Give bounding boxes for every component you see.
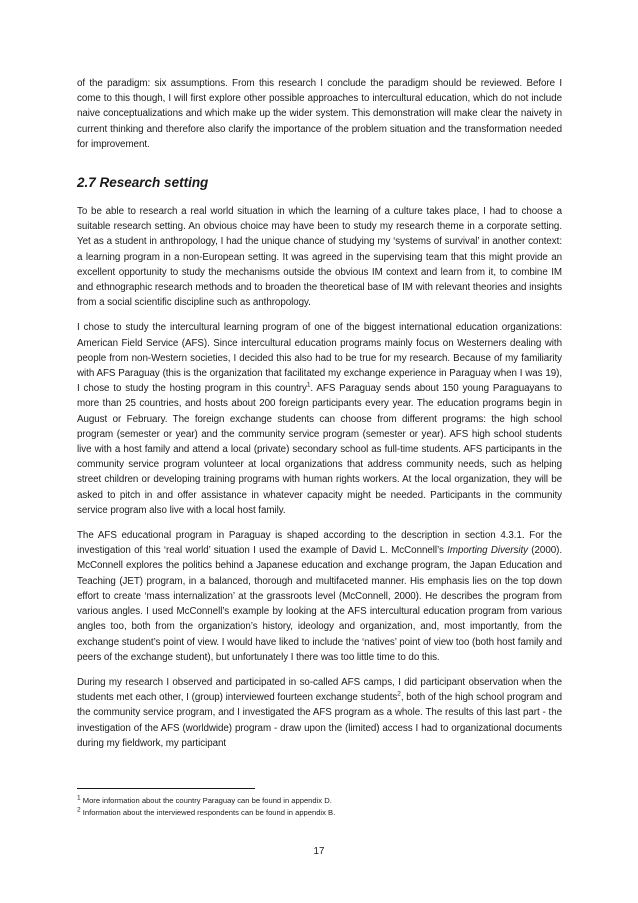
paragraph-methods-text-b: , both of the high school program and the community service program, and I investigated the AFS program as a whole. The results of this last part - the investigation of the AFS (worldwide) program - draw upon the (limited) access I had to organizational documents during my fieldwork, my participant xyxy=(77,692,562,749)
section-heading: 2.7 Research setting xyxy=(77,175,209,191)
footnote-ref-2: 2 xyxy=(397,690,401,698)
paragraph-afs-text-b: . AFS Paraguay sends about 150 young Paraguayans to more than 25 countries, and hosts about 200 foreign participants every year. The education programs begin in August or February. The foreign exchange students can choose from different programs: the high school program (semester or year) and the community service program (semester or year). AFS high school students live with a host family and attend a local (private) secondary school as full-time students. AFS participants in the community service program volunteer at local organizations that address community needs, such as helping street children or developing training programs with human rights workers. At the local organization, they will be asked to pitch in and offer assistance in whatever capacity might be needed. Participants in the community service program also live with a local host family. xyxy=(77,383,562,516)
footnote-text: More information about the country Paraguay can be found in appendix D. xyxy=(82,796,332,805)
paragraph-afs-program xyxy=(77,320,562,518)
paragraph-intro: of the paradigm: six assumptions. From this research I conclude the paradigm should be reviewed. Before I come to this though, I will first explore other possible approaches to intercultural education, which do not include naive conceptualizations and which make up the wider system. This demonstration will make clear the naivety in current thinking and therefore also clarify the importance of the problem situation and the transformation needed for improvement. xyxy=(77,78,562,150)
footnote-mark: 2 xyxy=(77,805,81,813)
footnote-2 xyxy=(77,807,562,819)
footnote-divider xyxy=(77,788,255,789)
book-title: Importing Diversity xyxy=(447,545,528,557)
footnote-mark: 1 xyxy=(77,794,81,802)
footnote-1 xyxy=(77,795,562,807)
page-number: 17 xyxy=(313,846,325,857)
paragraph-methods-text-a: During my research I observed and participated in so-called AFS camps, I did participant observation when the students met each other, I (group) interviewed fourteen exchange students xyxy=(77,676,562,704)
footnote-ref-1: 1 xyxy=(306,381,311,389)
paragraph-mcconnell xyxy=(77,528,562,665)
footnotes xyxy=(77,795,562,818)
footnote-text: Information about the interviewed respondents can be found in appendix B. xyxy=(82,807,336,817)
paragraph-afs-text-a: I chose to study the intercultural learning program of one of the biggest international education organizations: American Field Service (AFS). Since intercultural education programs mainly focus on Westerners dealing with people from non-Western societies, I decided this also had to be true for my research. Because of my familiarity with AFS Paraguay (this is the organization that facilitated my exchange experience in Paraguay when I was 19), I chose to study the hosting program in this country xyxy=(77,322,562,395)
paragraph-methods xyxy=(77,675,562,751)
paragraph-mcconnell-text-b: (2000). McConnell explores the politics behind a Japanese education and exchange program, the Japan Education and Teaching (JET) program, in a balanced, thorough and multifaceted manner. His emphasis lies on the top down effort to create ‘mass internalization’ at the grassroots level (McConnell, 2000). He describes the program from various angles. I used McConnell’s example by looking at the AFS intercultural education program from various angles too, both from the organization’s history, ideology and organization, and, most importantly, from the exchange student’s point of view. I would have liked to include the ‘natives’ point of view too (both host family and peers of the exchange student), but unfortunately I there was too little time to do this. xyxy=(77,545,563,663)
paragraph-research-setting: To be able to research a real world situation in which the learning of a culture takes place, I had to choose a suitable research setting. An obvious choice may have been to study my research theme in a corporate setting. Yet as a student in anthropology, I had the unique chance of studying my ‘systems of survival’ in another context: a learning program in a non-European setting. It was agreed in the supervising team that this might provide an excellent opportunity to study the mechanisms outside the obvious IM context and learn from it, to combine IM and ethnographic research methods and to broaden the theoretical base of IM with relevant theories and insights from a social scientific discipline such as anthropology. xyxy=(77,206,562,309)
main-content xyxy=(77,76,562,761)
paragraph-mcconnell-text-a: The AFS educational program in Paraguay is shaped according to the description in section 4.3.1. For the investigation of this ‘real world’ situation I used the example of David L. McConnell’s xyxy=(77,530,562,557)
